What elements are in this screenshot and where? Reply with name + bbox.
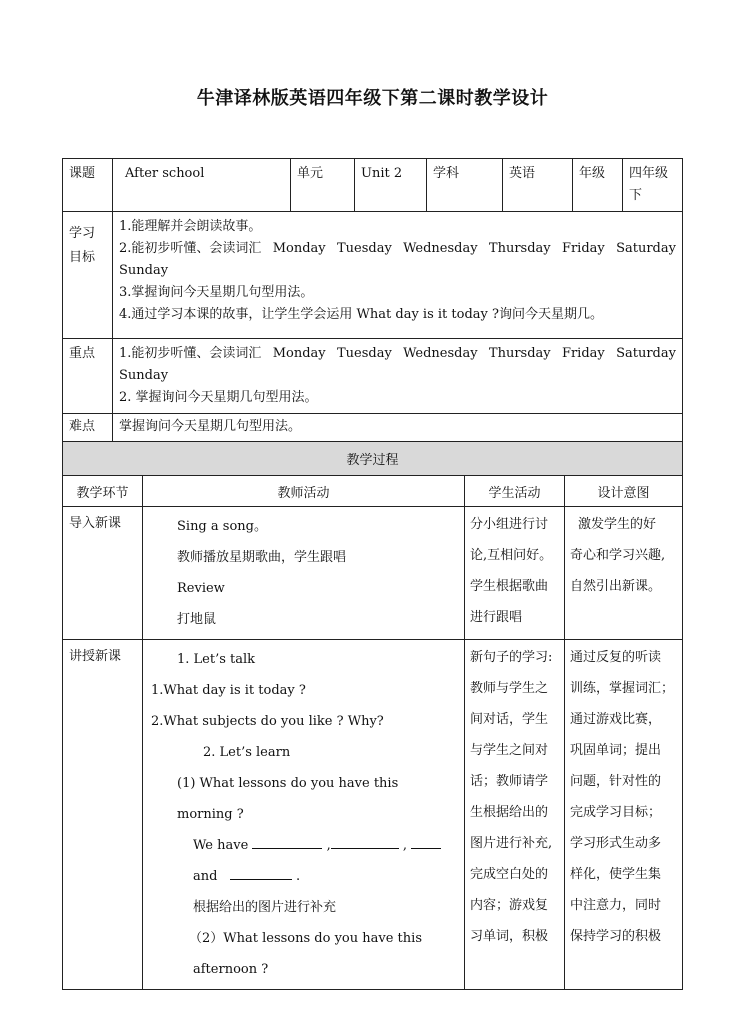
stage-intro: 导入新课 — [63, 507, 143, 640]
info-table — [62, 158, 683, 442]
goal-line-1: 1.能理解并会朗读故事。 — [119, 219, 262, 234]
intent-line: 样化，使学生集 — [570, 867, 662, 882]
danyuan-label: 单元 — [291, 159, 355, 212]
goal-line-2-end: Sunday — [119, 263, 169, 278]
teacher-line: （2）What lessons do you have this — [189, 931, 422, 946]
day-word: Thursday — [488, 346, 551, 361]
intent-line: 巩固单词；提出 — [570, 743, 662, 758]
blank-field — [411, 834, 441, 849]
goal-line-4: 4.通过学习本课的故事，让学生学会运用 What day is it today ?询问今天星期几。 — [119, 307, 603, 322]
teacher-line: 教师播放星期歌曲，学生跟唱 — [177, 550, 347, 565]
day-word: Wednesday — [403, 241, 478, 256]
day-word: Monday — [272, 241, 326, 256]
design-intent-intro — [565, 507, 683, 640]
student-line: 与学生之间对 — [470, 743, 549, 758]
day-word: Tuesday — [336, 346, 392, 361]
student-line: 生根据给出的 — [470, 805, 549, 820]
teacher-line: 1.What day is it today ? — [151, 683, 306, 698]
danyuan-value: Unit 2 — [355, 159, 427, 212]
fill-blank-line-2 — [151, 861, 456, 892]
teacher-line: 1. Let’s talk — [177, 652, 256, 667]
teacher-line: 打地鼠 — [177, 612, 217, 627]
intent-line: 奇心和学习兴趣, — [570, 548, 666, 563]
intent-line: 通过反复的听读 — [570, 650, 662, 665]
keti-value: After school — [113, 159, 291, 212]
col-header-intent: 设计意图 — [565, 476, 683, 507]
goal-line-2 — [119, 238, 676, 260]
intent-line: 训练，掌握词汇； — [570, 681, 675, 696]
student-line: 习单词，积极 — [470, 929, 549, 944]
teacher-line: Review — [177, 581, 225, 596]
day-word: Monday — [272, 346, 326, 361]
teacher-text: We have — [193, 838, 249, 853]
student-line: 分小组进行讨 — [470, 517, 549, 532]
difficulty-content: 掌握询问今天星期几句型用法。 — [113, 414, 683, 442]
day-word: Friday — [561, 241, 605, 256]
keypoint-line-1 — [119, 343, 676, 365]
teacher-line: Sing a song。 — [177, 519, 267, 534]
teacher-line: 根据给出的图片进行补充 — [193, 900, 337, 915]
intent-line: 通过游戏比赛， — [570, 712, 662, 727]
keypoint-line-1-end: Sunday — [119, 368, 169, 383]
teacher-text: , — [326, 838, 331, 853]
keypoint-line-1-prefix: 1.能初步听懂、会读词汇 — [119, 346, 262, 361]
xueke-label: 学科 — [427, 159, 503, 212]
intent-line: 学习形式生动多 — [570, 836, 662, 851]
student-line: 进行跟唱 — [470, 610, 523, 625]
student-line: 论,互相问好。 — [470, 548, 553, 563]
blank-field — [252, 834, 322, 849]
intent-line: 保持学习的积极 — [570, 929, 662, 944]
intent-line: 自然引出新课。 — [570, 579, 662, 594]
teacher-line: 2. Let’s learn — [203, 745, 291, 760]
nianji-label: 年级 — [573, 159, 623, 212]
process-table — [62, 441, 683, 990]
col-header-teacher: 教师活动 — [143, 476, 465, 507]
day-word: Thursday — [488, 241, 551, 256]
teacher-line: (1) What lessons do you have this morning ? — [177, 776, 399, 822]
keypoints-label: 重点 — [63, 339, 113, 414]
day-word: Friday — [561, 346, 605, 361]
xueke-value: 英语 — [503, 159, 573, 212]
student-line: 教师与学生之 — [470, 681, 549, 696]
student-line: 话；教师请学 — [470, 774, 549, 789]
teacher-line: 2.What subjects do you like ? Why? — [151, 714, 384, 729]
intent-line: 完成学习目标； — [570, 805, 662, 820]
day-word: Tuesday — [336, 241, 392, 256]
difficulty-label: 难点 — [63, 414, 113, 442]
student-line: 新句子的学习: — [470, 650, 553, 665]
intent-line: 中注意力，同时 — [570, 898, 662, 913]
keypoints-content — [113, 339, 683, 414]
goal-line-3: 3.掌握询问今天星期几句型用法。 — [119, 285, 314, 300]
student-activity-intro — [465, 507, 565, 640]
keti-label: 课题 — [63, 159, 113, 212]
fill-blank-line-1 — [151, 830, 456, 861]
student-line: 间对话，学生 — [470, 712, 549, 727]
goal-line-2-prefix: 2.能初步听懂、会读词汇 — [119, 241, 262, 256]
student-line: 学生根据歌曲 — [470, 579, 549, 594]
student-line: 完成空白处的 — [470, 867, 549, 882]
intent-line: 问题，针对性的 — [570, 774, 662, 789]
teacher-text: . — [296, 869, 301, 884]
student-line: 内容；游戏复 — [470, 898, 549, 913]
page-title: 牛津译林版英语四年级下第二课时教学设计 — [196, 88, 549, 109]
keypoint-line-2: 2. 掌握询问今天星期几句型用法。 — [119, 390, 318, 405]
student-line: 图片进行补充, — [470, 836, 553, 851]
teacher-activity-new — [143, 640, 465, 990]
teacher-text: and — [193, 869, 218, 884]
process-header: 教学过程 — [63, 442, 683, 476]
col-header-student: 学生活动 — [465, 476, 565, 507]
goals-content — [113, 212, 683, 339]
col-header-stage: 教学环节 — [63, 476, 143, 507]
teacher-line: afternoon ? — [193, 962, 269, 977]
blank-field — [331, 834, 399, 849]
student-activity-new — [465, 640, 565, 990]
day-word: Saturday — [616, 346, 676, 361]
blank-field — [230, 865, 292, 880]
teacher-text: , — [402, 838, 407, 853]
goals-label: 学习目标 — [63, 212, 113, 339]
day-word: Saturday — [616, 241, 676, 256]
teacher-activity-intro — [143, 507, 465, 640]
intent-line: 激发学生的好 — [578, 517, 657, 532]
nianji-value: 四年级下 — [623, 159, 683, 212]
stage-new: 讲授新课 — [63, 640, 143, 990]
day-word: Wednesday — [403, 346, 478, 361]
design-intent-new — [565, 640, 683, 990]
